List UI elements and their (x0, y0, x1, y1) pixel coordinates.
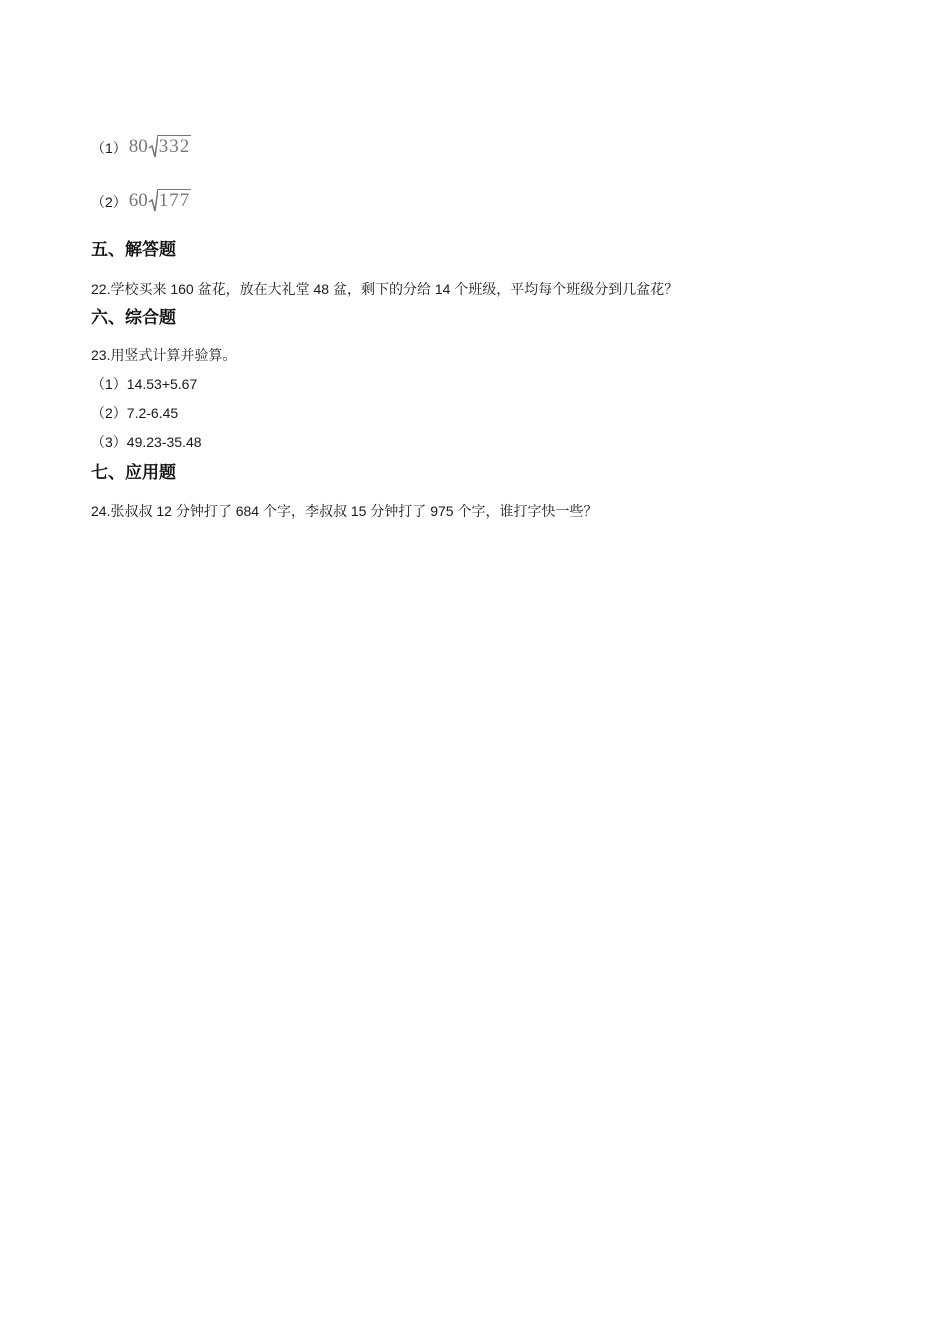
long-division-expression (129, 136, 192, 160)
long-division-expression (129, 190, 192, 214)
division-item-label: （1） (91, 140, 127, 156)
division-item-label: （2） (91, 194, 127, 210)
dividend: 177 (158, 190, 191, 211)
question-23-item-3: （3）49.23-35.48 (91, 434, 202, 450)
section-heading-7: 七、应用题 (91, 463, 176, 482)
section-heading-5: 五、解答题 (91, 240, 176, 259)
divisor: 80 (128, 136, 148, 157)
section-heading-6: 六、综合题 (91, 308, 176, 327)
division-item-2 (91, 190, 191, 214)
question-23-item-2: （2）7.2-6.45 (91, 405, 179, 421)
division-bracket-icon (148, 134, 158, 158)
question-23: 23.用竖式计算并验算。 (91, 347, 237, 363)
question-24: 24.张叔叔 12 分钟打了 684 个字，李叔叔 15 分钟打了 975 个字，谁打字快一些？ (91, 503, 598, 519)
divisor: 60 (128, 190, 148, 211)
division-bracket-icon (148, 188, 158, 212)
division-item-1 (91, 136, 191, 160)
dividend: 332 (158, 136, 191, 157)
question-22: 22.学校买来 160 盆花，放在大礼堂 48 盆，剩下的分给 14 个班级，平均每个班级分到几盆花？ (91, 281, 679, 297)
question-23-item-1: （1）14.53+5.67 (91, 376, 198, 392)
